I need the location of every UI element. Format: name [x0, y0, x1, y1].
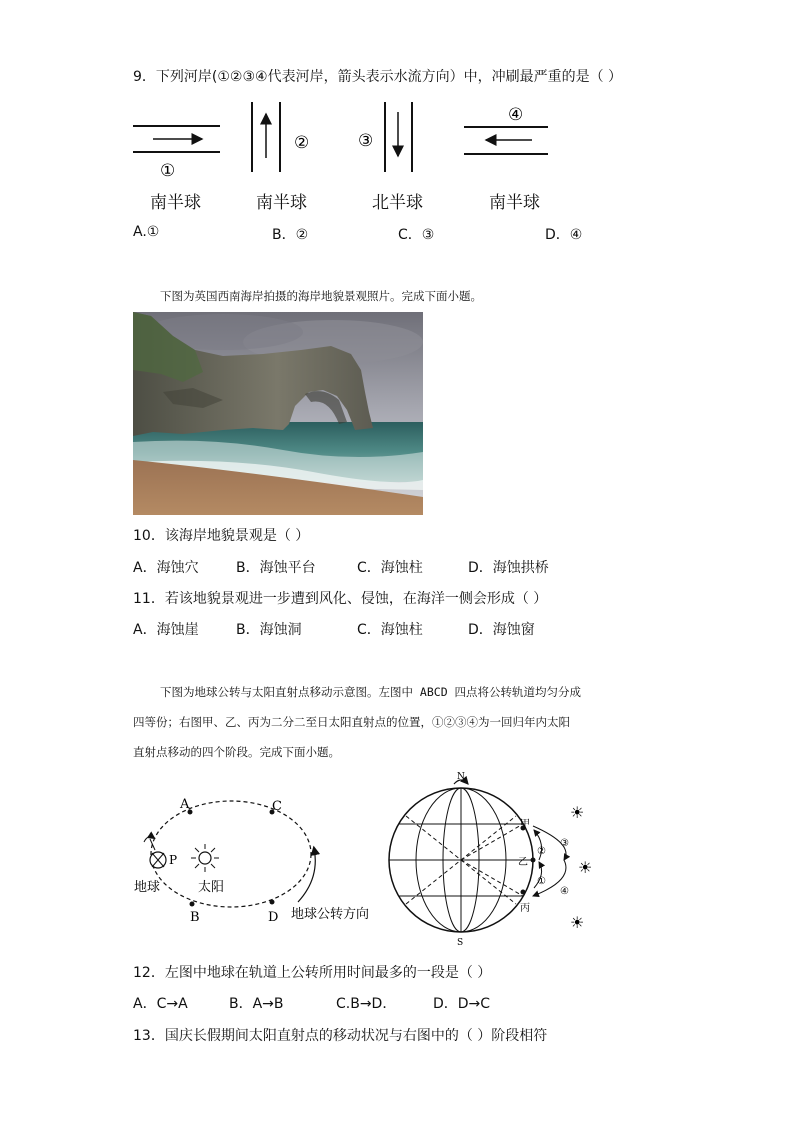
- q10-option-a[interactable]: A．海蚀穴: [133, 560, 199, 576]
- q10-option-b[interactable]: B．海蚀平台: [236, 560, 316, 576]
- q9-stem: 9．下列河岸(①②③④代表河岸，箭头表示水流方向）中，冲刷最严重的是（ ）: [133, 69, 623, 85]
- q12-option-d[interactable]: D．D→C: [433, 996, 491, 1012]
- q11-stem: 11．若该地貌景观进一步遭到风化、侵蚀，在海洋一侧会形成（ ）: [133, 591, 548, 607]
- intro-orbit-line-1: 下图为地球公转与太阳直射点移动示意图。左图中 ABCD 四点将公转轨道均匀分成: [160, 685, 582, 699]
- position-jia-label: 甲: [520, 819, 530, 830]
- q12-option-b[interactable]: B．A→B: [229, 996, 284, 1012]
- q12-stem: 12．左图中地球在轨道上公转所用时间最多的一段是（ ）: [133, 965, 492, 981]
- q11-option-a[interactable]: A．海蚀崖: [133, 622, 199, 638]
- riverbank-diagram-1: [133, 126, 220, 181]
- q9-option-c[interactable]: C．③: [398, 227, 435, 243]
- q9-option-b[interactable]: B．②: [272, 227, 309, 243]
- intro-coast-photo: 下图为英国西南海岸拍摄的海岸地貌景观照片。完成下面小题。: [160, 289, 482, 303]
- stage-4-label: ④: [560, 886, 569, 897]
- orbit-point-d: [270, 900, 275, 905]
- q12-option-c[interactable]: C.B→D．: [336, 996, 397, 1012]
- sun-icon-bottom: ☀: [570, 913, 585, 932]
- stage-1-label: ①: [537, 876, 546, 887]
- orbit-point-b: [190, 902, 195, 907]
- sea-arch-photo: [133, 312, 423, 515]
- earth-icon: [144, 837, 166, 868]
- orbit-diagram: [128, 792, 388, 932]
- marker-2: ②: [294, 133, 310, 153]
- q9-option-a[interactable]: A.①: [133, 224, 160, 240]
- q11-option-d[interactable]: D．海蚀窗: [468, 622, 535, 638]
- position-bing-label: 丙: [520, 903, 530, 914]
- q12-option-a[interactable]: A．C→A: [133, 996, 188, 1012]
- revolution-direction-label: 地球公转方向: [291, 907, 370, 922]
- orbit-label-c: C: [272, 799, 282, 814]
- sun-icon: [191, 844, 219, 872]
- hemisphere-label-2: 南半球: [256, 193, 307, 213]
- q10-option-d[interactable]: D．海蚀拱桥: [468, 560, 549, 576]
- north-label: N: [457, 772, 465, 782]
- position-bing-dot: [521, 890, 526, 895]
- riverbank-diagram-2: [252, 102, 309, 172]
- globe-icon: [389, 780, 533, 932]
- q9-riverbank-diagrams: [128, 96, 588, 186]
- revolution-arrow-icon: [298, 848, 315, 902]
- marker-4: ④: [508, 105, 524, 125]
- sun-label: 太阳: [198, 880, 225, 895]
- q9-option-d[interactable]: D．④: [545, 227, 583, 243]
- stage-3-label: ③: [560, 838, 569, 849]
- marker-1: ①: [160, 161, 176, 181]
- sun-icon-middle: ☀: [578, 858, 593, 877]
- orbit-label-a: A: [180, 797, 190, 812]
- q10-stem: 10．该海岸地貌景观是（ ）: [133, 528, 310, 544]
- orbit-label-d: D: [268, 910, 279, 925]
- intro-orbit-line-3: 直射点移动的四个阶段。完成下面小题。: [133, 745, 340, 759]
- position-yi-label: 乙: [518, 857, 528, 868]
- riverbank-diagram-3: [358, 102, 412, 172]
- south-label: S: [457, 938, 464, 948]
- earth-label: 地球: [134, 880, 161, 895]
- q11-option-b[interactable]: B．海蚀洞: [236, 622, 302, 638]
- q10-option-c[interactable]: C．海蚀柱: [357, 560, 423, 576]
- p-label: P: [169, 853, 178, 867]
- orbit-label-b: B: [190, 910, 200, 925]
- q11-option-c[interactable]: C．海蚀柱: [357, 622, 423, 638]
- intro-orbit-line-2: 四等份；右图甲、乙、丙为二分二至日太阳直射点的位置，①②③④为一回归年内太阳: [133, 715, 570, 729]
- hemisphere-label-4: 南半球: [489, 193, 540, 213]
- marker-3: ③: [358, 131, 374, 151]
- hemisphere-label-3: 北半球: [372, 193, 423, 213]
- hemisphere-label-1: 南半球: [150, 193, 201, 213]
- sun-icon-top: ☀: [570, 803, 585, 822]
- stage-2-label: ②: [537, 846, 546, 857]
- riverbank-diagram-4: [464, 105, 548, 154]
- q13-stem: 13．国庆长假期间太阳直射点的移动状况与右图中的（ ）阶段相符: [133, 1028, 548, 1044]
- globe-diagram: [386, 768, 608, 948]
- position-yi-dot: [531, 858, 536, 863]
